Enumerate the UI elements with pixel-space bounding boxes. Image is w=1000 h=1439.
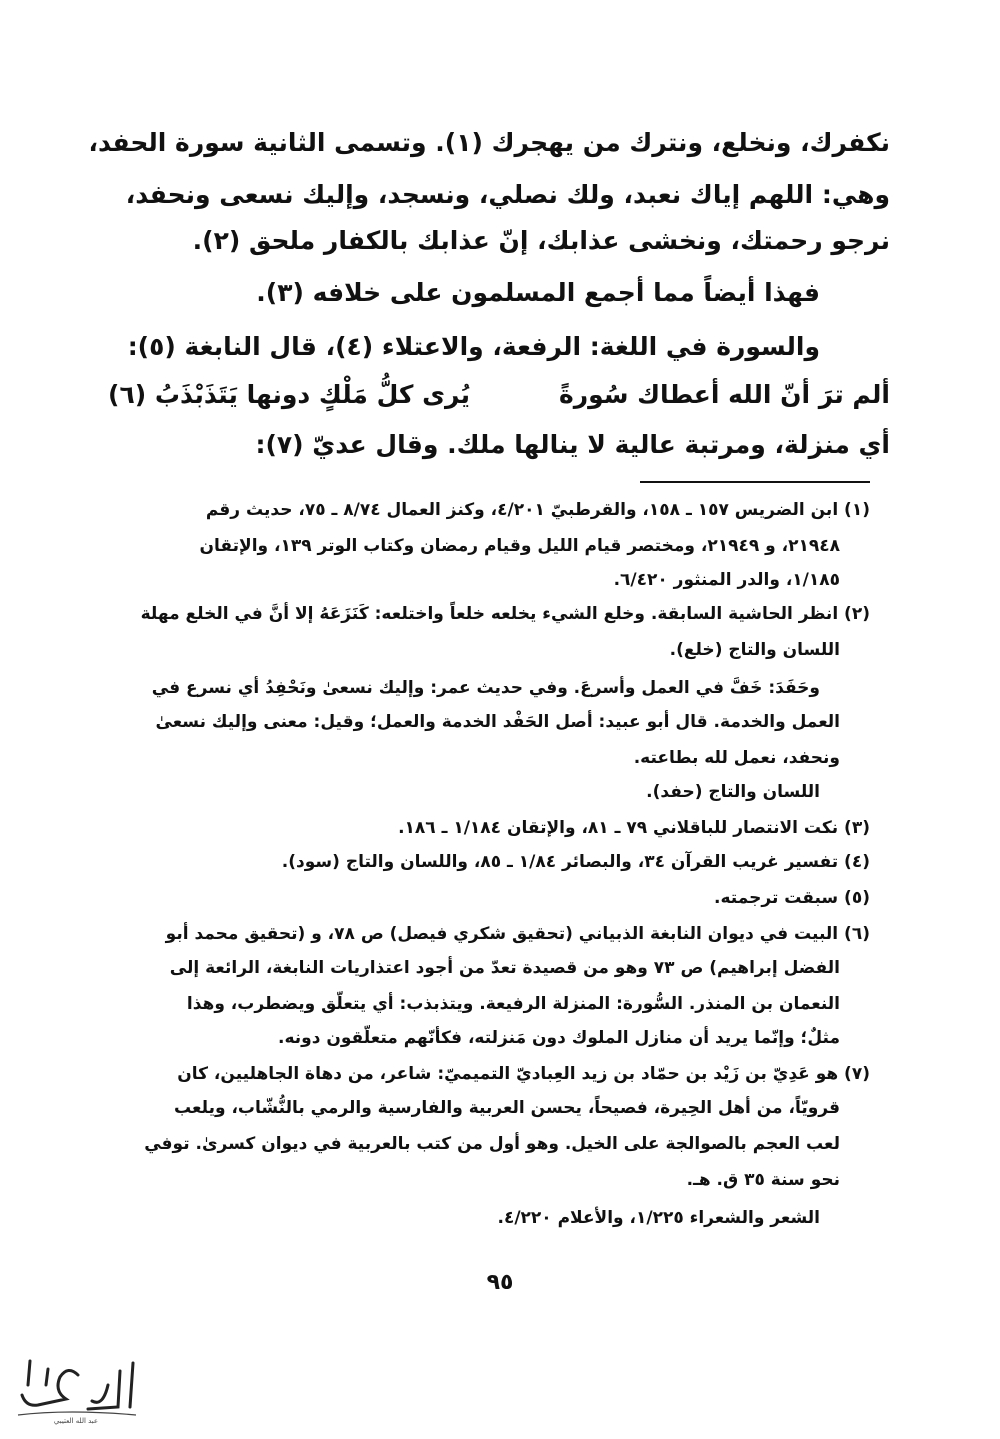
footnote-line: الشعر والشعراء ١/٢٢٥، والأعلام ٤/٢٢٠. xyxy=(497,1208,820,1228)
footnote-line: العمل والخدمة. قال أبو عبيد: أصل الحَفْد الخدمة والعمل؛ وقيل: معنى وإليك نسعىٰ xyxy=(155,712,840,732)
svg-text:عبد الله العتيبي: عبد الله العتيبي xyxy=(53,1417,99,1425)
footnote-separator xyxy=(640,481,870,483)
footnote-line: نحو سنة ٣٥ ق. هـ. xyxy=(686,1170,840,1190)
footnote-line: (٦) البيت في ديوان النابغة الذبياني (تحقيق شكري فيصل) ص ٧٨، و (تحقيق محمد أبو xyxy=(165,924,870,944)
footnote-line: اللسان والتاج (حفد). xyxy=(646,782,820,802)
footnote-line: الفضل إبراهيم) ص ٧٣ وهو من قصيدة تعدّ من أجود اعتذاريات النابغة، الرائعة إلى xyxy=(169,958,840,978)
footnote-line: لعب العجم بالصوالجة على الخيل. وهو أول من كتب بالعربية في ديوان كسرىٰ. توفي xyxy=(144,1134,840,1154)
footnote-line: (٢) انظر الحاشية السابقة. وخلع الشيء يخلعه خلعاً واختلعه: كَنَزَعَهُ إلا أنَّ في الخلع مهلة xyxy=(140,604,870,624)
footnote-line: (٧) هو عَدِيّ بن زَيْد بن حمّاد بن زيد العِباديّ التميميّ: شاعر، من دهاة الجاهليين، كان xyxy=(177,1064,870,1084)
watermark-logo xyxy=(8,1355,143,1427)
footnote-line: (٥) سبقت ترجمته. xyxy=(714,888,870,908)
footnote-line: ١/١٨٥، والدر المنثور ٦/٤٢٠. xyxy=(613,570,840,590)
main-line-1: نكفرك، ونخلع، ونترك من يهجرك (١). وتسمى الثانية سورة الحفد، xyxy=(88,128,890,157)
verse-hemistich-1: ألم ترَ أنّ الله أعطاك سُورةً xyxy=(559,380,890,409)
footnote-line: (٤) تفسير غريب القرآن ٣٤، والبصائر ١/٨٤ ـ ٨٥، واللسان والتاج (سود). xyxy=(281,852,870,872)
footnote-line: النعمان بن المنذر. السُّورة: المنزلة الرفيعة. ويتذبذب: أي يتعلّق ويضطرب، وهذا xyxy=(186,994,840,1014)
main-line-4: فهذا أيضاً مما أجمع المسلمون على خلافه (٣). xyxy=(256,278,820,307)
main-line-after-verse: أي منزلة، ومرتبة عالية لا ينالها ملك. وقال عديّ (٧): xyxy=(255,430,890,459)
footnote-line: اللسان والتاج (خلع). xyxy=(669,640,840,660)
footnote-line: مثلٌ؛ وإنّما يريد أن منازل الملوك دون مَنزلته، فكأنّهم متعلّقون دونه. xyxy=(278,1028,840,1048)
footnote-line: قرويّاً، من أهل الحِيرة، فصيحاً، يحسن العربية والفارسية والرمي بالنُّشّاب، ويلعب xyxy=(174,1098,840,1118)
footnote-line: (١) ابن الضريس ١٥٧ ـ ١٥٨، والقرطبيّ ٤/٢٠١، وكنز العمال ٨/٧٤ ـ ٧٥، حديث رقم xyxy=(205,500,870,520)
footnote-line: ٢١٩٤٨، و ٢١٩٤٩، ومختصر قيام الليل وقيام رمضان وكتاب الوتر ١٣٩، والإتقان xyxy=(199,536,840,556)
main-line-3: نرجو رحمتك، ونخشى عذابك، إنّ عذابك بالكفار ملحق (٢). xyxy=(192,226,890,255)
footnote-line: ونحفد، نعمل لله بطاعته. xyxy=(633,748,840,768)
footnote-line: وحَفَدَ: خَفَّ في العمل وأسرعَ. وفي حديث عمر: وإليك نسعىٰ ونَحْفِدُ أي نسرع في xyxy=(151,678,820,698)
page-number: ٩٥ xyxy=(486,1270,514,1295)
main-line-2: وهي: اللهم إياك نعبد، ولك نصلي، ونسجد، وإليك نسعى ونحفد، xyxy=(125,180,890,209)
footnote-line: (٣) نكت الانتصار للباقلاني ٧٩ ـ ٨١، والإتقان ١/١٨٤ ـ ١٨٦. xyxy=(398,818,870,838)
main-line-5: والسورة في اللغة: الرفعة، والاعتلاء (٤)، قال النابغة (٥): xyxy=(127,332,820,361)
verse-hemistich-2: يُرى كلُّ مَلْكٍ دونها يَتَذَبْذَبُ (٦) xyxy=(108,380,470,409)
